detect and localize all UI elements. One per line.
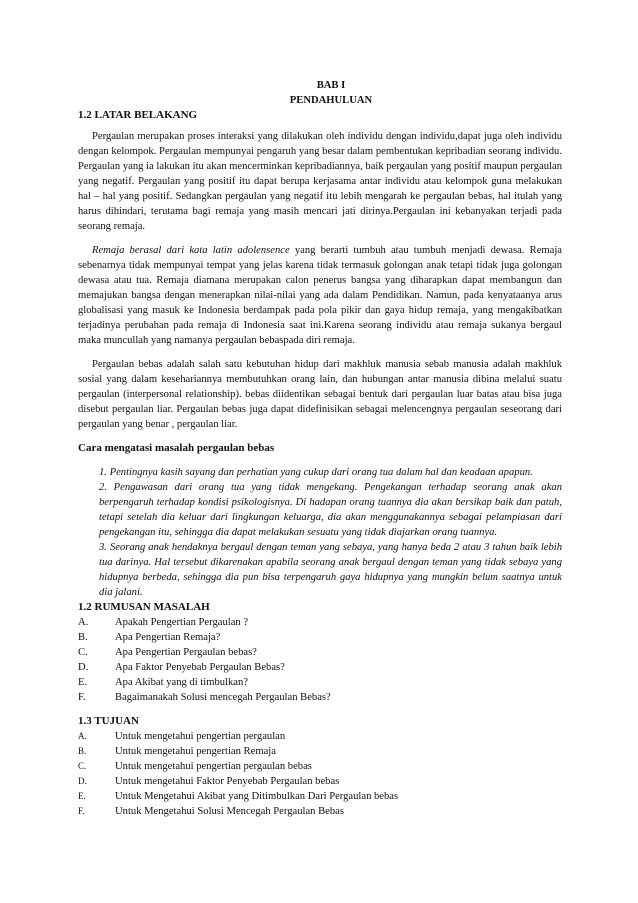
tujuan-item — [78, 744, 562, 759]
rumusan-key: B. — [78, 632, 88, 643]
tujuan-text: Untuk mengetahui pengertian pergaulan bebas — [115, 761, 312, 772]
paragraph-remaja-italic: Remaja berasal dari kata latin adolensence — [92, 245, 290, 256]
paragraph-remaja-rest: yang berarti tumbuh atau tumbuh menjadi dewasa. Remaja sebenarnya tidak mempunyai tempat yang jelas karena tidak termasuk golongan anak tetapi tidak juga golongan dewasa atau tua. Remaja diamana merupakan calon penerus bangsa yang diharapkan dapat membangun dan memajukan bangsa dengan menerapkan nilai-nilai yang ada dalam Pendidikan. Namun, pada kenyataanya arus globalisasi yang masuk ke Indonesia berdampak pada pola pikir dan gaya hidup remaja, yang mengakibatkan terjadinya perubahan pada remaja di Indonesia saat ini.Karena seorang individu atau remaja sukanya bergaul maka muncullah yang namanya pergaulan bebaspada diri remaja. — [78, 245, 562, 346]
rumusan-item — [78, 645, 562, 660]
rumusan-text: Apakah Pengertian Pergaulan ? — [115, 617, 249, 628]
chapter-header — [216, 78, 446, 108]
rumusan-item — [78, 675, 562, 690]
section-heading-cara-mengatasi: Cara mengatasi masalah pergaulan bebas — [78, 442, 275, 454]
rumusan-item — [78, 690, 562, 705]
tujuan-key: D. — [78, 776, 87, 786]
rumusan-item — [78, 660, 562, 675]
tujuan-text: Untuk mengetahui Faktor Penyebab Pergaulan bebas — [115, 776, 340, 787]
paragraph-pergaulan: Pergaulan merupakan proses interaksi yang dilakukan oleh individu dengan individu,dapat juga oleh individu dengan kelompok. Pergaulan mempunyai pengaruh yang besar dalam pembentukan kepribadian seorang individu. Pergaulan yang ia lakukan itu akan mencerminkan kepribadiannya, baik pergaulan yang positif maupun pergaulan yang negatif. Pergaulan yang positif itu dapat berupa kerjasama antar individu atau kelompok guna melakukan hal – hal yang positif. Sedangkan pergaulan yang negatif itu lebih mengarah ke pergaulan bebas, hal itulah yang harus dihindari, terutama bagi remaja yang masih mencari jati dirinya.Pergaulan ini kebanyakan terjadi pada seorang remaja. — [78, 131, 562, 232]
section-heading-latar-belakang: 1.2 LATAR BELAKANG — [78, 109, 198, 121]
rumusan-text: Apa Pengertian Remaja? — [115, 632, 221, 643]
section-heading-rumusan-masalah: 1.2 RUMUSAN MASALAH — [78, 601, 210, 613]
rumusan-item — [78, 615, 562, 630]
rumusan-key: E. — [78, 677, 88, 688]
tujuan-key: E. — [78, 791, 86, 801]
rumusan-text: Apa Akibat yang di timbulkan? — [115, 677, 248, 688]
cara-item-3: 3. Seorang anak hendaknya bergaul dengan teman yang sebaya, yang hanya beda 2 atau 3 tahun baik lebih tua darinya. Hal tersebut dikarenakan apabila seorang anak bergaul dengan teman yang tidak sebaya yang hidupnya berbeda, sehingga dia pun bisa terpengaruh gaya hidupnya yang mungkin belum saatnya untuk dia jalani. — [99, 542, 562, 598]
tujuan-key: A. — [78, 731, 87, 741]
tujuan-item — [78, 759, 562, 774]
paragraph-remaja — [78, 243, 562, 348]
tujuan-item — [78, 774, 562, 789]
tujuan-list — [78, 729, 562, 819]
paragraph-pergaulan-bebas: Pergaulan bebas adalah salah satu kebutuhan hidup dari makhluk manusia sebab manusia adalah makhluk sosial yang dalam kesehariannya membutuhkan orang lain, dan hubungan antar manusia dibina melalui suatu pergaulan (interpersonal relationship). bebas diidentikan sebagai bentuk dari pergaulan luar batas atau bisa juga disebut pergaulan liar. Pergaulan bebas juga dapat didefinisikan sebagai melencengnya pergaulan seseorang dari pergaulan yang benar , pergaulan liar. — [78, 359, 562, 430]
tujuan-text: Untuk Mengetahui Solusi Mencegah Pergaulan Bebas — [115, 806, 344, 817]
tujuan-key: F. — [78, 806, 85, 816]
section-heading-tujuan: 1.3 TUJUAN — [78, 715, 139, 727]
tujuan-item — [78, 729, 562, 744]
cara-item-1: 1. Pentingnya kasih sayang dan perhatian yang cukup dari orang tua dalam hal dan keadaan apapun. — [99, 467, 533, 478]
rumusan-key: F. — [78, 692, 86, 703]
tujuan-text: Untuk Mengetahui Akibat yang Ditimbulkan Dari Pergaulan bebas — [115, 791, 399, 802]
chapter-title: PENDAHULUAN — [289, 95, 373, 106]
document-content — [78, 78, 562, 819]
rumusan-text: Bagaimanakah Solusi mencegah Pergaulan Bebas? — [115, 692, 331, 703]
cara-list — [99, 465, 562, 600]
tujuan-text: Untuk mengetahui pengertian pergaulan — [115, 731, 286, 742]
rumusan-key: D. — [78, 662, 89, 673]
tujuan-item — [78, 804, 562, 819]
rumusan-list — [78, 615, 562, 705]
rumusan-text: Apa Faktor Penyebab Pergaulan Bebas? — [115, 662, 285, 673]
cara-item-2: 2. Pengawasan dari orang tua yang tidak mengekang. Pengekangan terhadap seorang anak akan berpengaruh terhadap kondisi psikologisnya. Di hadapan orang tuannya dia akan bersikap baik dan patuh, tetapi setelah dia keluar dari lingkungan keluarga, dia akan menggunakannya sebagai pelampiasan dari pengekangan itu, sehingga dia dapat melakukan sesuatu yang tidak diajarkan orang tuannya. — [99, 482, 562, 538]
tujuan-key: C. — [78, 761, 87, 771]
rumusan-key: A. — [78, 617, 89, 628]
rumusan-key: C. — [78, 647, 88, 658]
tujuan-text: Untuk mengetahui pengertian Remaja — [115, 746, 276, 757]
chapter-number: BAB I — [316, 80, 346, 91]
rumusan-text: Apa Pengertian Pergaulan bebas? — [115, 647, 257, 658]
tujuan-key: B. — [78, 746, 87, 756]
tujuan-item — [78, 789, 562, 804]
rumusan-item — [78, 630, 562, 645]
